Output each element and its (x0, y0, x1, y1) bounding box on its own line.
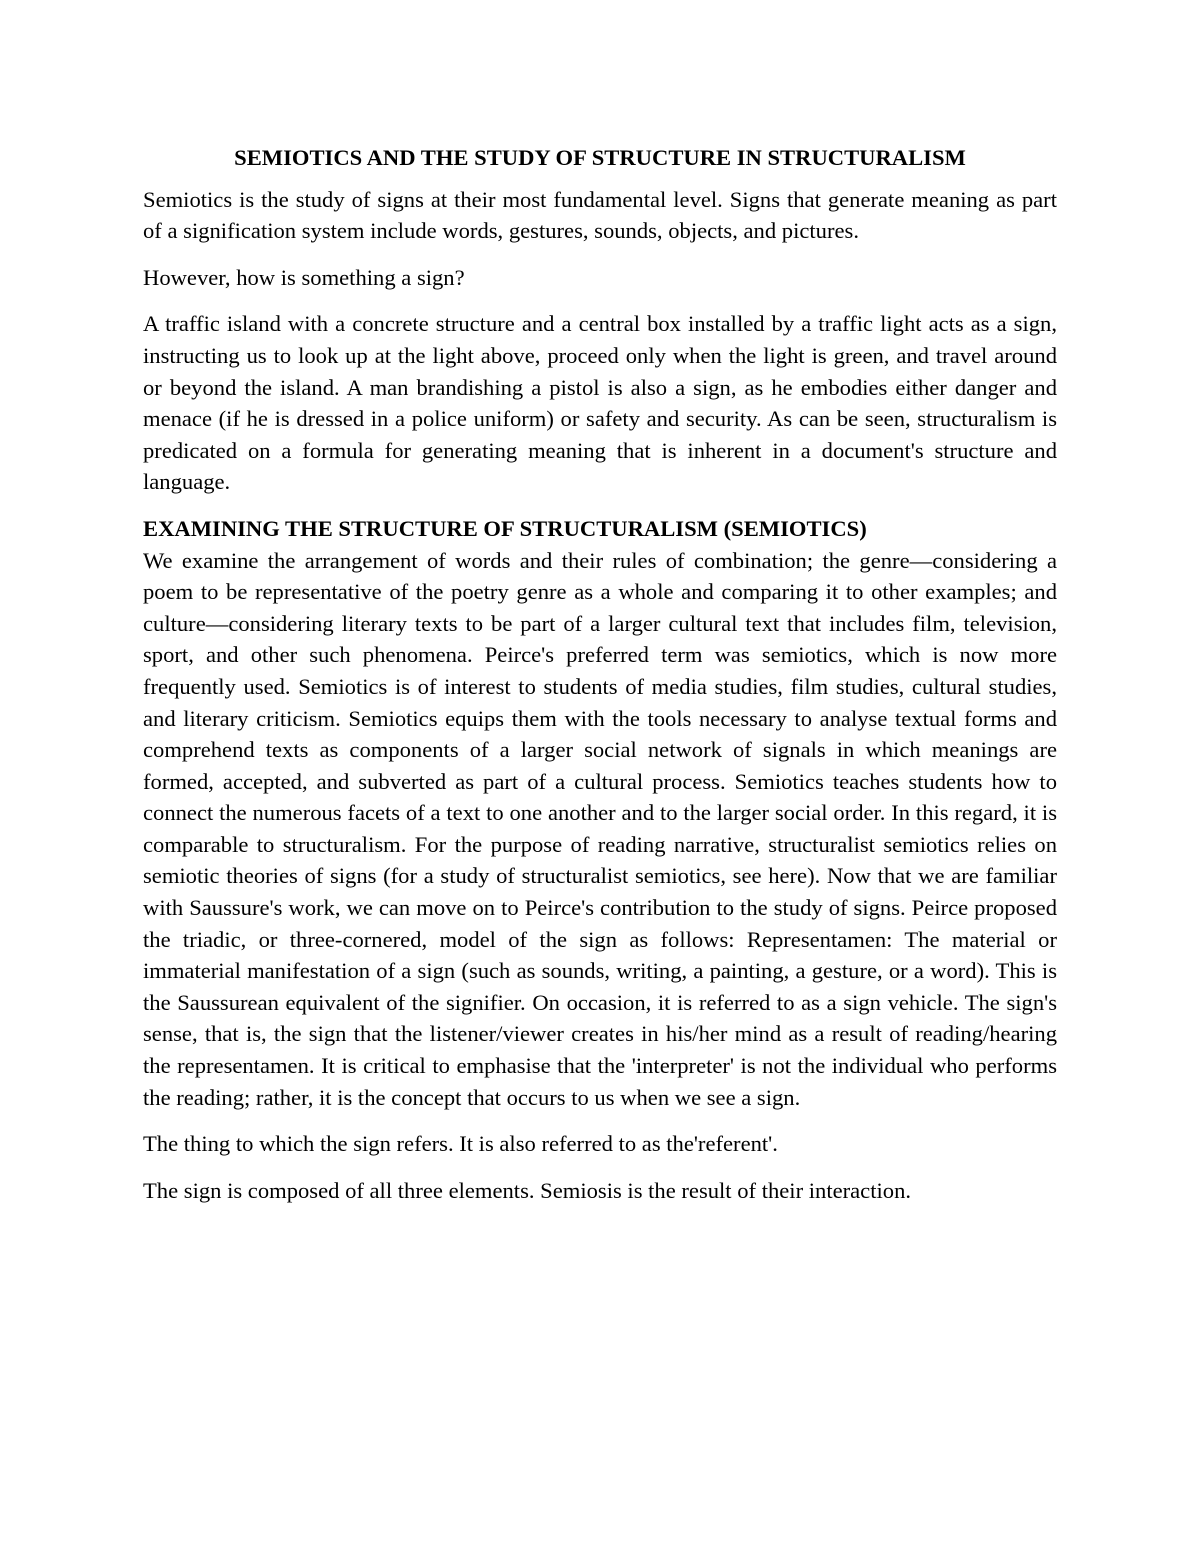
paragraph-traffic-island: A traffic island with a concrete structure and a central box installed by a traffic light acts as a sign, instructing us to look up at the light above, proceed only when the light is green, and travel around or beyond the island. A man brandishing a pistol is also a sign, as he embodies either danger and menace (if he is dressed in a police uniform) or safety and security. As can be seen, structuralism is predicated on a formula for generating meaning that is inherent in a document's structure and language. (143, 311, 1057, 495)
paragraph-question: However, how is something a sign? (143, 264, 465, 290)
document-body (143, 142, 1057, 1221)
paragraph-examining-structure: We examine the arrangement of words and their rules of combination; the genre—considering a poem to be representative of the poetry genre as a whole and comparing it to other examples; and culture—considering literary texts to be part of a larger cultural text that includes film, television, sport, and other such phenomena. Peirce's preferred term was semiotics, which is now more frequently used. Semiotics is of interest to students of media studies, film studies, cultural studies, and literary criticism. Semiotics equips them with the tools necessary to analyse textual forms and comprehend texts as components of a larger social network of signals in which meanings are formed, accepted, and subverted as part of a cultural process. Semiotics teaches students how to connect the numerous facets of a text to one another and to the larger social order. In this regard, it is comparable to structuralism. For the purpose of reading narrative, structuralist semiotics relies on semiotic theories of signs (for a study of structuralist semiotics, see here). Now that we are familiar with Saussure's work, we can move on to Peirce's contribution to the study of signs. Peirce proposed the triadic, or three-cornered, model of the sign as follows: Representamen: The material or immaterial manifestation of a sign (such as sounds, writing, a painting, a gesture, or a word). This is the Saussurean equivalent of the signifier. On occasion, it is referred to as a sign vehicle. The sign's sense, that is, the sign that the listener/viewer creates in his/her mind as a result of reading/hearing the representamen. It is critical to emphasise that the 'interpreter' is not the individual who performs the reading; rather, it is the concept that occurs to us when we see a sign. (143, 547, 1057, 1110)
document-title: SEMIOTICS AND THE STUDY OF STRUCTURE IN STRUCTURALISM (234, 145, 966, 170)
section-heading: EXAMINING THE STRUCTURE OF STRUCTURALISM (SEMIOTICS) (143, 515, 867, 541)
paragraph-referent: The thing to which the sign refers. It is also referred to as the'referent'. (143, 1131, 778, 1157)
paragraph-semiotics-definition: Semiotics is the study of signs at their most fundamental level. Signs that generate meaning as part of a signification system include words, gestures, sounds, objects, and pictures. (143, 186, 1057, 244)
paragraph-semiosis: The sign is composed of all three elements. Semiosis is the result of their interaction. (143, 1177, 912, 1203)
